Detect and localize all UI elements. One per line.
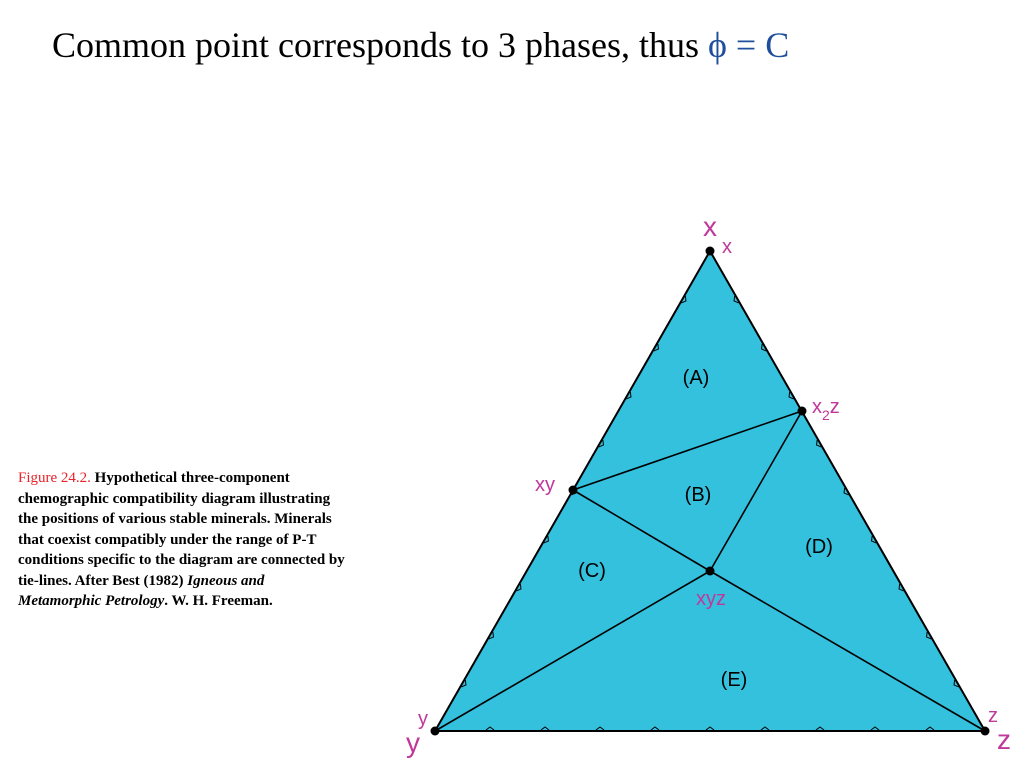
caption-publisher: . W. H. Freeman.	[164, 593, 273, 609]
caption-book-title: Igneous and Metamorphic Petrology	[18, 572, 265, 609]
phase-point-xy	[569, 486, 578, 495]
phase-label-xy: xy	[535, 474, 555, 496]
corner-label-y: y	[406, 727, 420, 758]
field-label-b: (B)	[684, 484, 712, 506]
phase-label-x2z-base: x	[812, 396, 822, 418]
phase-point-x	[706, 247, 715, 256]
phase-label-x: x	[722, 236, 732, 258]
caption-body: Hypothetical three-component chemographic compatibility diagram illustrating the positions of various stable minerals. Minerals that coexist compatibly under the range of P-T conditions specific to the diagram are connected by tie-lines. After Best (1982)	[18, 470, 345, 589]
phase-label-x2z-sub: 2	[822, 407, 830, 423]
field-label-d: (D)	[805, 536, 833, 558]
phase-point-y	[431, 727, 440, 736]
phase-label-xyz: xyz	[696, 588, 726, 610]
field-label-c: (C)	[578, 560, 606, 582]
phase-label-x2z	[812, 396, 840, 423]
corner-label-z: z	[997, 724, 1011, 755]
field-label-a: (A)	[682, 367, 710, 389]
phase-label-y: y	[418, 708, 428, 730]
field-label-e: (E)	[720, 669, 748, 691]
phase-point-x2z	[798, 407, 807, 416]
corner-label-x: x	[703, 211, 717, 242]
phase-label-z: z	[988, 705, 998, 727]
title-equation: ϕ = C	[707, 25, 790, 65]
phase-point-z	[981, 727, 990, 736]
figure-label: Figure 24.2.	[18, 470, 91, 486]
phase-point-xyz	[706, 567, 715, 576]
phase-label-x2z-end: z	[829, 396, 840, 418]
title-text: Common point corresponds to 3 phases, thus	[52, 25, 708, 65]
